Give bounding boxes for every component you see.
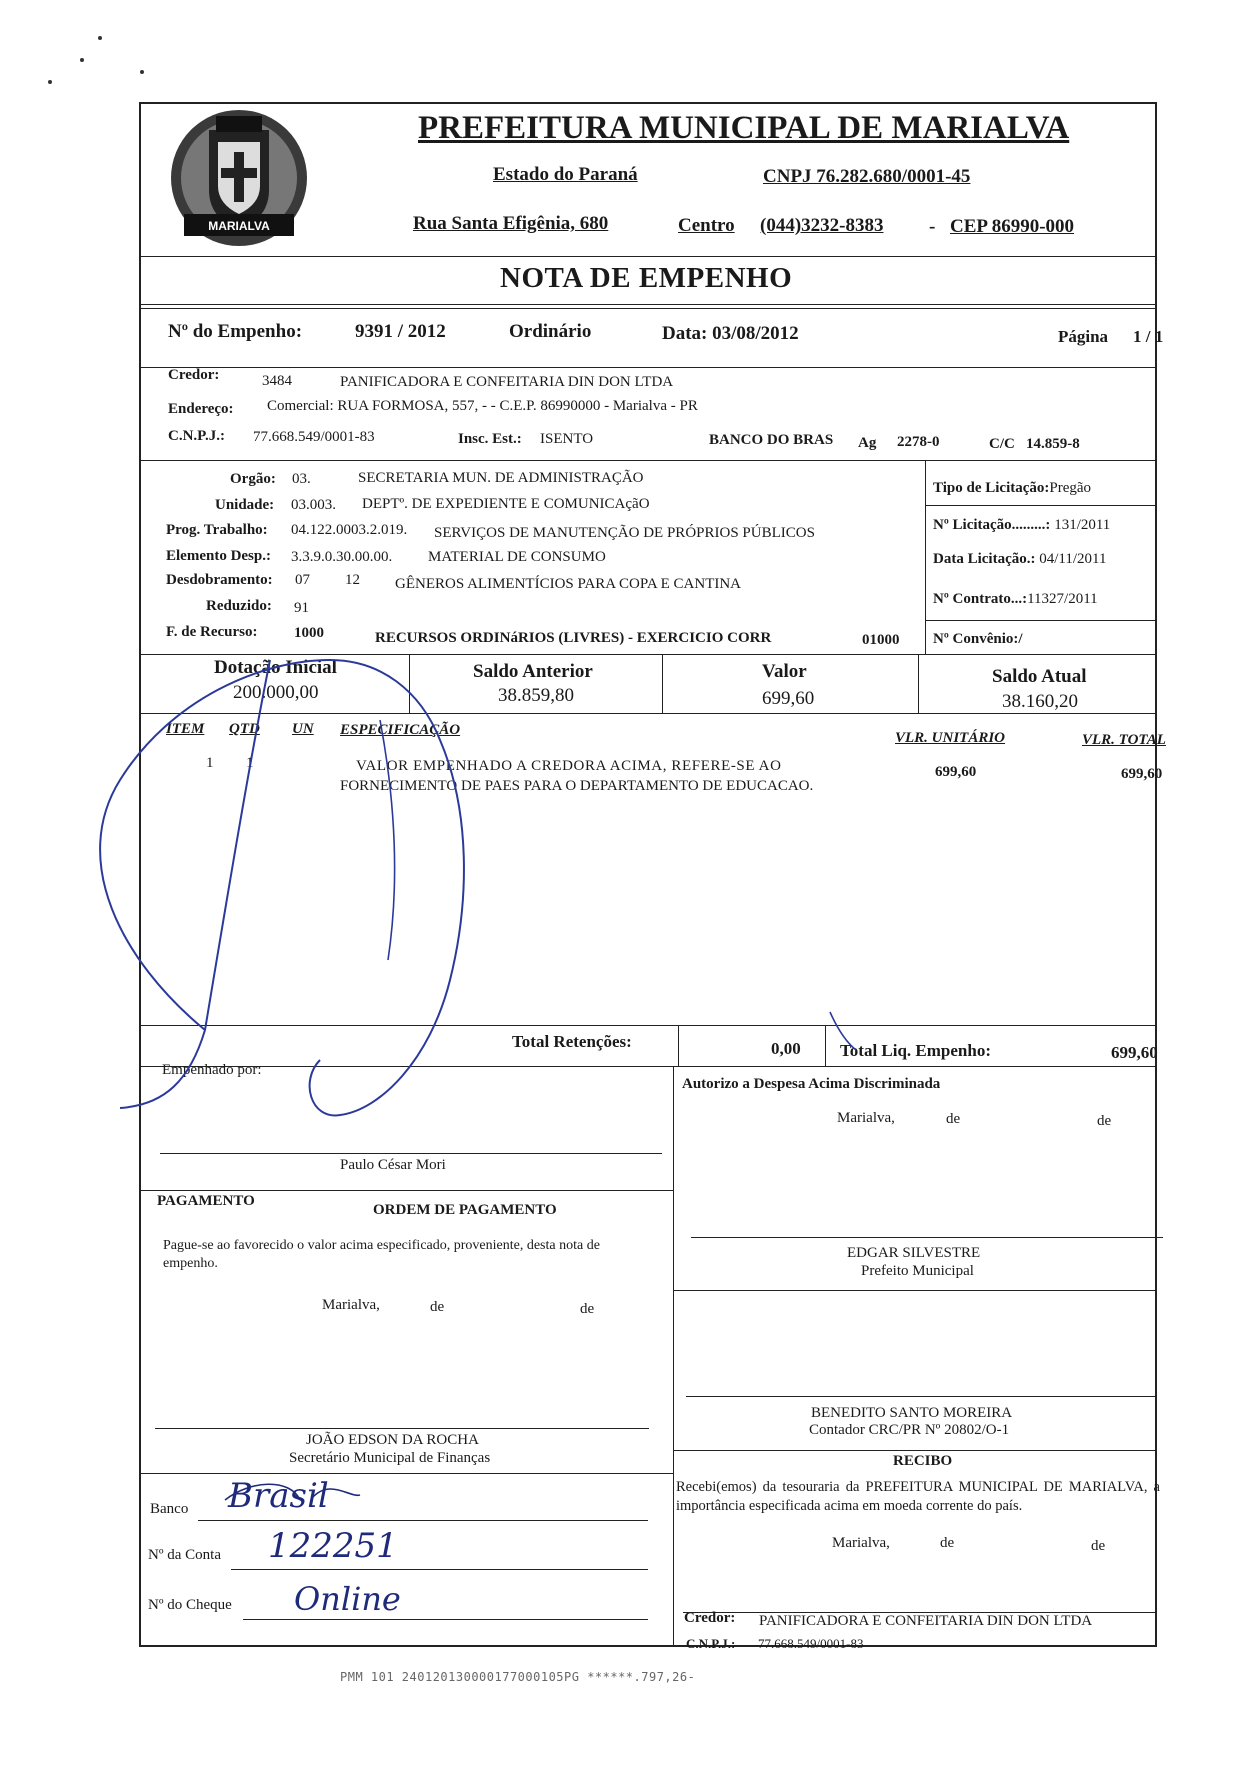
orgao: SECRETARIA MUN. DE ADMINISTRAÇÃO [358, 470, 644, 486]
row-espec-line1: VALOR EMPENHADO A CREDORA ACIMA, REFERE-SE AO [356, 758, 782, 774]
ordem-pagamento: ORDEM DE PAGAMENTO [373, 1202, 557, 1218]
pagina-label: Página [1058, 327, 1109, 346]
pagina-number: 1 / 1 [1133, 327, 1164, 346]
divider [141, 256, 1155, 257]
recibo-cnpj: 77.668.549/0001-83 [758, 1636, 864, 1651]
recurso-code: 1000 [294, 625, 324, 641]
elemento-code: 3.3.9.0.30.00.00. [291, 549, 393, 565]
de-pagamento-1: de [430, 1299, 445, 1315]
divider [141, 1066, 1155, 1067]
reduzido: 91 [294, 600, 309, 616]
valor-label: Valor [762, 661, 807, 682]
agencia: 2278-0 [897, 434, 940, 450]
empenho-number: 9391 / 2012 [355, 321, 446, 342]
retencoes-label: Total Retenções: [512, 1032, 632, 1051]
row-vlr-total: 699,60 [1121, 766, 1163, 782]
credor-cnpj: 77.668.549/0001-83 [253, 429, 375, 445]
divider [141, 308, 1155, 309]
scan-speck [48, 80, 52, 84]
recibo-credor-nome: PANIFICADORA E CONFEITARIA DIN DON LTDA [759, 1613, 1093, 1629]
cheque-handwritten: Online [294, 1580, 401, 1618]
banco-handwritten: Brasil [228, 1476, 329, 1516]
pague-text: Pague-se ao favorecido o valor acima especificado, proveniente, desta nota de empenho. [163, 1238, 600, 1271]
saldo-anterior-label: Saldo Anterior [473, 661, 593, 682]
valor: 699,60 [762, 688, 815, 709]
dotacao-inicial-label: Dotação Inicial [214, 657, 337, 678]
divider [825, 1025, 826, 1067]
unidade-code: 03.003. [291, 497, 336, 513]
desdobramento-b: 12 [345, 572, 360, 588]
bairro: Centro [678, 215, 735, 236]
divider [141, 1473, 674, 1474]
divider [673, 1452, 674, 1645]
recurso-num: 01000 [862, 632, 900, 648]
retencoes: 0,00 [771, 1039, 801, 1058]
de-pagamento-2: de [580, 1301, 595, 1317]
local-pagamento: Marialva, [322, 1297, 380, 1313]
recibo-cnpj-label: C.N.P.J.: [686, 1636, 736, 1651]
divider [141, 304, 1155, 305]
divider [141, 1190, 674, 1191]
crest-banner: MARIALVA [208, 219, 270, 233]
col-especificacao: ESPECIFICAÇÃO [340, 722, 461, 738]
elemento-label: Elemento Desp.: [166, 548, 271, 564]
tipo-licitacao-label-text: Tipo de Licitação: [933, 480, 1050, 496]
insc-label: Insc. Est.: [458, 431, 522, 447]
saldo-atual: 38.160,20 [1002, 691, 1078, 712]
footer-stamp: PMM 101 240120130000177000105PG ******.797,26- [340, 1670, 696, 1684]
contador-nome: BENEDITO SANTO MOREIRA [811, 1405, 1013, 1421]
page-title: PREFEITURA MUNICIPAL DE MARIALVA [418, 110, 1070, 146]
banco-line[interactable] [198, 1520, 648, 1521]
de-autorizo-2: de [1097, 1113, 1112, 1129]
empenhado-label: Empenhado por: [162, 1062, 262, 1078]
divider [141, 654, 1155, 655]
conta-corrente: 14.859-8 [1026, 436, 1080, 452]
contrato: 11327/2011 [1027, 591, 1098, 607]
scan-speck [98, 36, 102, 40]
empenho-data: Data: 03/08/2012 [662, 323, 799, 344]
agencia-label: Ag [858, 435, 877, 451]
divider [409, 655, 410, 713]
liquido-label: Total Liq. Empenho: [840, 1041, 991, 1060]
divider [925, 461, 926, 654]
credor-endereco: Comercial: RUA FORMOSA, 557, - - C.E.P. 86990000 - Marialva - PR [267, 398, 698, 414]
col-item: ITEM [166, 721, 205, 737]
divider [926, 505, 1155, 506]
divider [673, 1067, 674, 1452]
reduzido-label: Reduzido: [206, 598, 272, 614]
cheque-line[interactable] [243, 1619, 648, 1620]
row-espec-line2: FORNECIMENTO DE PAES PARA O DEPARTAMENTO DE EDUCACAO. [340, 778, 814, 794]
banco-credor: BANCO DO BRAS [709, 432, 834, 448]
cep: CEP 86990-000 [950, 216, 1075, 237]
prefeito-nome: EDGAR SILVESTRE [847, 1245, 981, 1261]
data-licitacao-label [933, 551, 1106, 568]
credor-label: Credor: [168, 367, 220, 383]
prog-code: 04.122.0003.2.019. [291, 522, 408, 538]
col-vlr-total: VLR. TOTAL [1082, 732, 1166, 748]
elemento: MATERIAL DE CONSUMO [428, 549, 606, 565]
credor-nome: PANIFICADORA E CONFEITARIA DIN DON LTDA [340, 374, 674, 390]
num-licitacao-label-text: Nº Licitação.........: [933, 517, 1051, 533]
empenho-number-label: Nº do Empenho: [168, 321, 303, 342]
prog: SERVIÇOS DE MANUTENÇÃO DE PRÓPRIOS PÚBLICOS [434, 525, 815, 541]
orgao-label: Orgão: [230, 471, 276, 487]
recibo-title: RECIBO [893, 1453, 953, 1469]
signature-line [160, 1153, 662, 1154]
credor-codigo: 3484 [262, 373, 292, 389]
divider [662, 655, 663, 713]
row-vlr-unitario: 699,60 [935, 764, 977, 780]
saldo-anterior: 38.859,80 [498, 685, 574, 706]
orgao-code: 03. [292, 471, 311, 487]
endereco-prefeitura: Rua Santa Efigênia, 680 [413, 213, 609, 234]
prog-label: Prog. Trabalho: [166, 522, 268, 538]
cnpj-prefeitura: CNPJ 76.282.680/0001-45 [763, 166, 971, 187]
recurso-label: F. de Recurso: [166, 624, 258, 640]
conta-handwritten: 122251 [268, 1526, 398, 1566]
recibo-credor-label: Credor: [684, 1610, 736, 1626]
endereco-label: Endereço: [168, 401, 234, 417]
divider [918, 655, 919, 713]
recibo-text: Recebi(emos) da tesouraria da PREFEITURA MUNICIPAL DE MARIALVA, a importância especificada acima em moeda corrente do país. [676, 1479, 1160, 1514]
banco-label: Banco [150, 1501, 189, 1517]
divider [141, 1025, 1155, 1026]
convenio-label: Nº Convênio:/ [933, 631, 1023, 647]
de-recibo-2: de [1091, 1538, 1106, 1554]
contador-cargo: Contador CRC/PR Nº 20802/O-1 [809, 1422, 1010, 1438]
de-autorizo-1: de [946, 1111, 961, 1127]
contrato-label-text: Nº Contrato...: [933, 591, 1028, 607]
de-recibo-1: de [940, 1535, 955, 1551]
divider [141, 713, 1155, 714]
scan-speck [140, 70, 144, 74]
prefeito-cargo: Prefeito Municipal [861, 1263, 974, 1279]
telefone: (044)3232-8383 [760, 215, 884, 236]
empenho-tipo: Ordinário [509, 321, 592, 342]
liquido: 699,60 [1111, 1043, 1158, 1062]
signature-line [155, 1428, 649, 1429]
dotacao-inicial: 200.000,00 [233, 682, 319, 703]
contrato-label [933, 591, 1098, 608]
divider [141, 367, 1155, 368]
data-licitacao: 04/11/2011 [1039, 551, 1107, 567]
cheque-label: Nº do Cheque [148, 1597, 232, 1613]
conta-label: Nº da Conta [148, 1547, 221, 1563]
municipal-crest-icon [166, 102, 312, 254]
row-item: 1 [206, 755, 214, 771]
col-un: UN [292, 721, 314, 737]
divider [926, 620, 1155, 621]
divider [141, 460, 1155, 461]
pagamento-label: PAGAMENTO [157, 1193, 255, 1209]
col-qtd: QTD [229, 721, 260, 737]
num-licitacao: 131/2011 [1054, 517, 1111, 533]
insc-value: ISENTO [540, 431, 594, 447]
signature-line [691, 1237, 1163, 1238]
recurso: RECURSOS ORDINáRIOS (LIVRES) - EXERCICIO CORR [375, 630, 772, 646]
autorizo: Autorizo a Despesa Acima Discriminada [682, 1076, 941, 1092]
unidade-label: Unidade: [215, 497, 275, 513]
row-qtd: 1 [246, 755, 254, 771]
secretario-nome: JOÃO EDSON DA ROCHA [306, 1432, 479, 1448]
divider [678, 1025, 679, 1067]
doc-title: NOTA DE EMPENHO [500, 262, 793, 294]
desdobramento: GÊNEROS ALIMENTÍCIOS PARA COPA E CANTINA [395, 576, 742, 592]
col-vlr-unitario: VLR. UNITÁRIO [895, 730, 1006, 746]
data-licitacao-label-text: Data Licitação.: [933, 551, 1036, 567]
cep-separator: - [929, 216, 936, 237]
estado: Estado do Paraná [493, 164, 638, 185]
cc-label: C/C [989, 436, 1015, 452]
tipo-licitacao: Pregão [1049, 480, 1092, 496]
signature-line [686, 1396, 1156, 1397]
tipo-licitacao-label [933, 480, 1091, 497]
cnpj-label: C.N.P.J.: [168, 428, 225, 444]
empenhado-nome: Paulo César Mori [340, 1157, 446, 1173]
desdobramento-label: Desdobramento: [166, 572, 273, 588]
local-autorizo: Marialva, [837, 1110, 895, 1126]
divider [674, 1290, 1156, 1291]
conta-line[interactable] [231, 1569, 648, 1570]
num-licitacao-label [933, 517, 1110, 534]
divider [674, 1450, 1156, 1451]
scan-speck [80, 58, 84, 62]
desdobramento-a: 07 [295, 572, 310, 588]
secretario-cargo: Secretário Municipal de Finanças [289, 1450, 491, 1466]
saldo-atual-label: Saldo Atual [992, 666, 1087, 687]
unidade: DEPTº. DE EXPEDIENTE E COMUNICAçãO [362, 496, 650, 512]
local-recibo: Marialva, [832, 1535, 890, 1551]
